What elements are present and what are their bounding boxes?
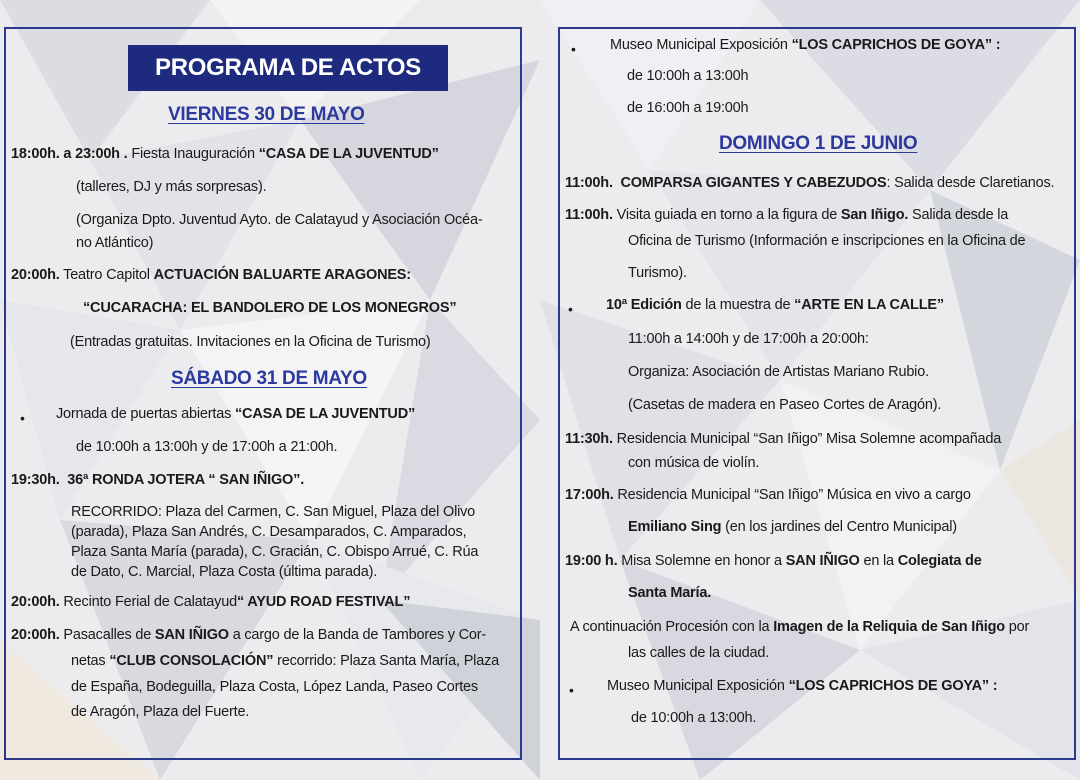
museum-exhibition-1: Museo Municipal Exposición “LOS CAPRICHOS DE GOYA” : [610, 37, 1001, 53]
sunday-event-4: 11:30h. Residencia Municipal “San Iñigo” Misa Solemne acompañada [565, 431, 1002, 447]
friday-event-1-detail: (talleres, DJ y más sorpresas). [76, 179, 267, 195]
sunday-event-3: 10ª Edición de la muestra de “ARTE EN LA CALLE” [606, 297, 944, 313]
saturday-event-2: 19:30h. 36ª RONDA JOTERA “ SAN IÑIGO”. [11, 472, 305, 488]
bullet-icon: • [568, 301, 573, 317]
sunday-event-3-location: (Casetas de madera en Paseo Cortes de Aragón). [628, 397, 942, 413]
bullet-icon: • [20, 410, 25, 426]
friday-event-1-organizer: (Organiza Dpto. Juventud Ayto. de Calatayud y Asociación Océa- [76, 212, 483, 228]
saturday-event-1-hours: de 10:00h a 13:00h y de 17:00h a 21:00h. [76, 439, 338, 455]
program-title: PROGRAMA DE ACTOS [128, 45, 448, 91]
sunday-event-6-line-2: Santa María. [628, 585, 712, 601]
route-line-4: de Dato, C. Marcial, Plaza Costa (última parada). [71, 564, 378, 580]
friday-event-2-note: (Entradas gratuitas. Invitaciones en la Oficina de Turismo) [70, 334, 431, 350]
saturday-event-4: 20:00h. Pasacalles de SAN IÑIGO a cargo de la Banda de Tambores y Cor- [11, 627, 486, 643]
sunday-event-3-organizer: Organiza: Asociación de Artistas Mariano Rubio. [628, 364, 929, 380]
sunday-event-5-line-2: Emiliano Sing (en los jardines del Centro Municipal) [628, 519, 957, 535]
saturday-event-3: 20:00h. Recinto Ferial de Calatayud“ AYUD ROAD FESTIVAL” [11, 594, 411, 610]
sunday-event-4-line-2: con música de violín. [628, 455, 760, 471]
friday-event-1-organizer-cont: no Atlántico) [76, 235, 154, 251]
sunday-event-7: A continuación Procesión con la Imagen de la Reliquia de San Iñigo por [570, 619, 1030, 635]
saturday-event-4-line-4: de Aragón, Plaza del Fuerte. [71, 704, 250, 720]
sunday-event-5: 17:00h. Residencia Municipal “San Iñigo” Música en vivo a cargo [565, 487, 971, 503]
sunday-event-7-line-2: las calles de la ciudad. [628, 645, 770, 661]
saturday-event-4-line-3: de España, Bodeguilla, Plaza Costa, López Landa, Paseo Cortes [71, 679, 478, 695]
saturday-event-4-line-2: netas “CLUB CONSOLACIÓN” recorrido: Plaza Santa María, Plaza [71, 653, 499, 669]
museum-1-hours-afternoon: de 16:00h a 19:00h [627, 100, 749, 116]
friday-event-2-show: “CUCARACHA: EL BANDOLERO DE LOS MONEGROS” [83, 300, 457, 316]
sunday-event-6: 19:00 h. Misa Solemne en honor a SAN IÑIGO en la Colegiata de [565, 553, 982, 569]
sunday-heading: DOMINGO 1 DE JUNIO [719, 133, 918, 154]
saturday-heading: SÁBADO 31 DE MAYO [171, 368, 367, 389]
friday-event-1: 18:00h. a 23:00h . Fiesta Inauguración “CASA DE LA JUVENTUD” [11, 146, 439, 162]
route-line-3: Plaza Santa María (parada), C. Gracián, C. Obispo Arrué, C. Rúa [71, 544, 479, 560]
sunday-event-3-hours: 11:00h a 14:00h y de 17:00h a 20:00h: [628, 331, 869, 347]
museum-1-hours-morning: de 10:00h a 13:00h [627, 68, 749, 84]
saturday-event-1: Jornada de puertas abiertas “CASA DE LA JUVENTUD” [56, 406, 416, 422]
friday-event-2: 20:00h. Teatro Capitol ACTUACIÓN BALUARTE ARAGONES: [11, 267, 411, 283]
museum-2-hours: de 10:00h a 13:00h. [631, 710, 757, 726]
bullet-icon: • [569, 682, 574, 698]
sunday-event-2: 11:00h. Visita guiada en torno a la figura de San Iñigo. Salida desde la [565, 207, 1009, 223]
sunday-event-2-line-3: Turismo). [628, 265, 687, 281]
bullet-icon: • [571, 41, 576, 57]
museum-exhibition-2: Museo Municipal Exposición “LOS CAPRICHOS DE GOYA” : [607, 678, 998, 694]
sunday-event-1: 11:00h. COMPARSA GIGANTES Y CABEZUDOS: Salida desde Claretianos. [565, 175, 1055, 191]
friday-heading: VIERNES 30 DE MAYO [168, 104, 365, 125]
route-line-2: (parada), Plaza San Andrés, C. Desamparados, C. Amparados, [71, 524, 467, 540]
route-line-1: RECORRIDO: Plaza del Carmen, C. San Miguel, Plaza del Olivo [71, 504, 476, 520]
sunday-event-2-line-2: Oficina de Turismo (Información e inscripciones en la Oficina de [628, 233, 1026, 249]
